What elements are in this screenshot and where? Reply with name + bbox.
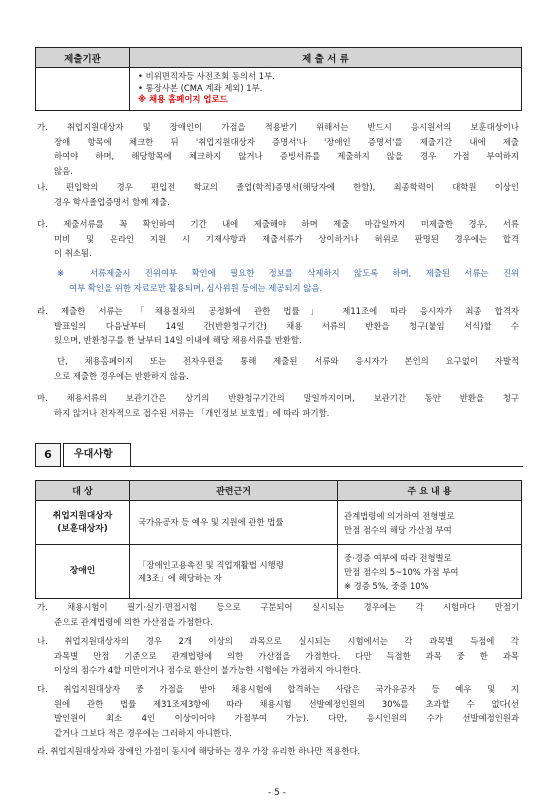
section-header	[35, 443, 523, 467]
text-line: 가. 채용시험이 필기·실기·면접시험 등으로 구분되어 실시되는 경우에는 각 시험마다 만점기	[37, 602, 519, 612]
cell-line: 제3조」에 해당하는 자	[138, 572, 222, 583]
text-line: 준으로 관계법령에 의한 가산점을 가점한다.	[54, 616, 213, 627]
text-line: 나. 편입학의 경우 편입전 학교의 졸업(학적)증명서(해당자에 한함), 최종학력이 대학원 이상인	[37, 182, 519, 192]
text-line: 장애 항목에 체크한 뒤 '취업지원대상자 증명서'나 '장애인 증명서'를 제출기간 내에 제출	[54, 136, 519, 147]
cell-line: 「장애인고용촉진 및 직업재활법 시행령	[138, 559, 284, 570]
preference-table	[35, 480, 522, 599]
section-underline	[63, 466, 523, 467]
text-line: 이상의 점수가 4할 미만이거나 점수로 환산이 불가능한 시험에는 가점하지 아니한다.	[54, 665, 362, 676]
basis-cell	[130, 545, 338, 599]
text-line: 하여야 하며, 해당항목에 체크하지 않거나 증빙서류를 제출하지 않을 경우 가점 부여하지	[54, 151, 519, 162]
section-number: 6	[35, 443, 61, 467]
text-line: 으로 제출한 경우에는 반환하지 않음.	[54, 370, 189, 381]
text-line: 라. 제출한 서류는 「채용절차의 공정화에 관한 법률」 제11조에 따라 응시자가 최종 합격자	[37, 306, 519, 316]
cell-line: 관계법령에 의거하여 전형별로	[344, 510, 455, 521]
text-line: 경우 학사졸업증명서 함께 제출.	[54, 196, 170, 207]
basis-cell	[130, 501, 338, 545]
col-header-docs: 제 출 서 류	[130, 48, 522, 68]
notes-2-ga	[37, 600, 519, 629]
doc-item: • 비위면직자등 사전조회 동의서 1부.	[138, 71, 275, 81]
notes-2-na	[37, 634, 519, 678]
notes-1-da	[37, 217, 519, 261]
content-cell	[338, 545, 522, 599]
doc-item: • 통장사본 (CMA 계좌 제외) 1부.	[138, 82, 263, 93]
col-header-target: 대 상	[36, 481, 130, 501]
text-line: 마. 채용서류의 보관기간은 상기의 반환청구기간의 말일까지이며, 보관기간 동안 반환을 청구	[37, 393, 519, 403]
text-line: 다. 취업지원대상자 중 가점을 받아 채용시험에 합격하는 사람은 국가유공자 등 예우 및 지	[37, 684, 519, 694]
cell-line: 장애인	[69, 566, 96, 576]
cell-line: 만점 점수의 해당 가산점 부여	[344, 524, 452, 535]
notes-1-remark	[57, 266, 519, 295]
cell-line: (보훈대상자)	[57, 523, 108, 534]
text-line: 원에 관한 법률 제31조제3항에 따라 채용시험 선발예정인원의 30%를 초과할 수 없다(선	[54, 698, 519, 709]
target-cell	[36, 501, 130, 545]
text-line: 여부 확인을 위한 자료로만 활용되며, 심사위원 등에는 제공되지 않음.	[69, 282, 323, 293]
cell-line: ※ 경증 5%, 중증 10%	[344, 580, 429, 591]
notes-1-ga	[37, 120, 519, 179]
cell-line: 만점 점수의 5~10% 가점 부여	[344, 566, 459, 577]
submission-table	[35, 47, 522, 111]
notes-1-exception	[54, 354, 519, 383]
col-header-org: 제출기관	[36, 48, 130, 68]
text-line: 이 취소됨.	[54, 248, 92, 259]
docs-cell	[130, 68, 522, 111]
cell-line: 국가유공자 등 예우 및 지원에 관한 법률	[138, 517, 284, 527]
org-cell	[36, 68, 130, 111]
table-row	[36, 501, 522, 545]
page-number: - 5 -	[268, 788, 286, 798]
notes-2-ra	[37, 744, 519, 759]
text-line: 발인원이 최소 4인 이상이어야 가점부여 가능). 다만, 응시인원의 수가 선발예정인원과	[54, 713, 519, 724]
col-header-content: 주 요 내 용	[338, 481, 522, 501]
notes-1-ma	[37, 391, 519, 420]
text-line: 다. 제출서류를 꼭 확인하여 기간 내에 제출해야 하며 제출 마감일까지 미제출한 경우, 서류	[37, 219, 519, 229]
cell-line: 취업지원대상자	[52, 510, 113, 521]
upload-note: ※ 채용 홈페이지 업로드	[138, 94, 228, 104]
table-row	[36, 545, 522, 599]
text-line: 나. 취업지원대상자의 경우 2개 이상의 과목으로 실시되는 시험에서는 각 과목별 득점에 각	[37, 636, 519, 646]
notes-1-ra	[37, 304, 519, 348]
text-line: 가. 취업지원대상자 및 장애인이 가점을 적용받기 위해서는 반드시 응시원서의 보훈대상이나	[37, 122, 519, 132]
text-line: 미비 및 온라인 지원 시 기재사항과 제출서류가 상이하거나 허위로 판명된 경우에는 합격	[54, 233, 519, 244]
text-line: 있으며, 반환청구를 한 날부터 14일 이내에 해당 채용서류를 반환함.	[54, 335, 302, 346]
section-title: 우대사항	[63, 443, 131, 467]
text-line: 하지 않거나 전자적으로 접수된 서류는 「개인정보 보호법」에 따라 파기함.	[54, 407, 330, 418]
cell-line: 중·경증 여부에 따라 전형별로	[344, 552, 452, 563]
col-header-basis: 관련근거	[130, 481, 338, 501]
text-line: 과목별 만점 기준으로 관계법령에 의한 가산점을 가점한다. 다만 득점한 과목 중 한 과목	[54, 650, 519, 661]
text-line: 않음.	[54, 166, 73, 177]
text-line: ※ 서류제출시 진위여부 확인에 필요한 정보를 삭제하지 않도록 하며, 제출된 서류는 진위	[57, 268, 519, 278]
notes-1-na	[37, 180, 519, 209]
text-line: 단, 채용홈페이지 또는 전자우편을 통해 제출된 서류와 응시자가 본인의 요구없이 자발적	[57, 356, 519, 366]
text-line: 발표일의 다음날부터 14일 간(반환청구기간) 채용 서류의 반환을 청구(붙임 서식)할 수	[54, 320, 519, 331]
content-cell	[338, 501, 522, 545]
text-line: 같거나 그보다 적은 경우에는 그러하지 아니한다.	[54, 728, 232, 739]
text-line: 라. 취업지원대상자와 장애인 가점이 동시에 해당하는 경우 가장 유리한 하나만 적용한다.	[37, 746, 361, 756]
target-cell	[36, 545, 130, 599]
notes-2-da	[37, 682, 519, 741]
